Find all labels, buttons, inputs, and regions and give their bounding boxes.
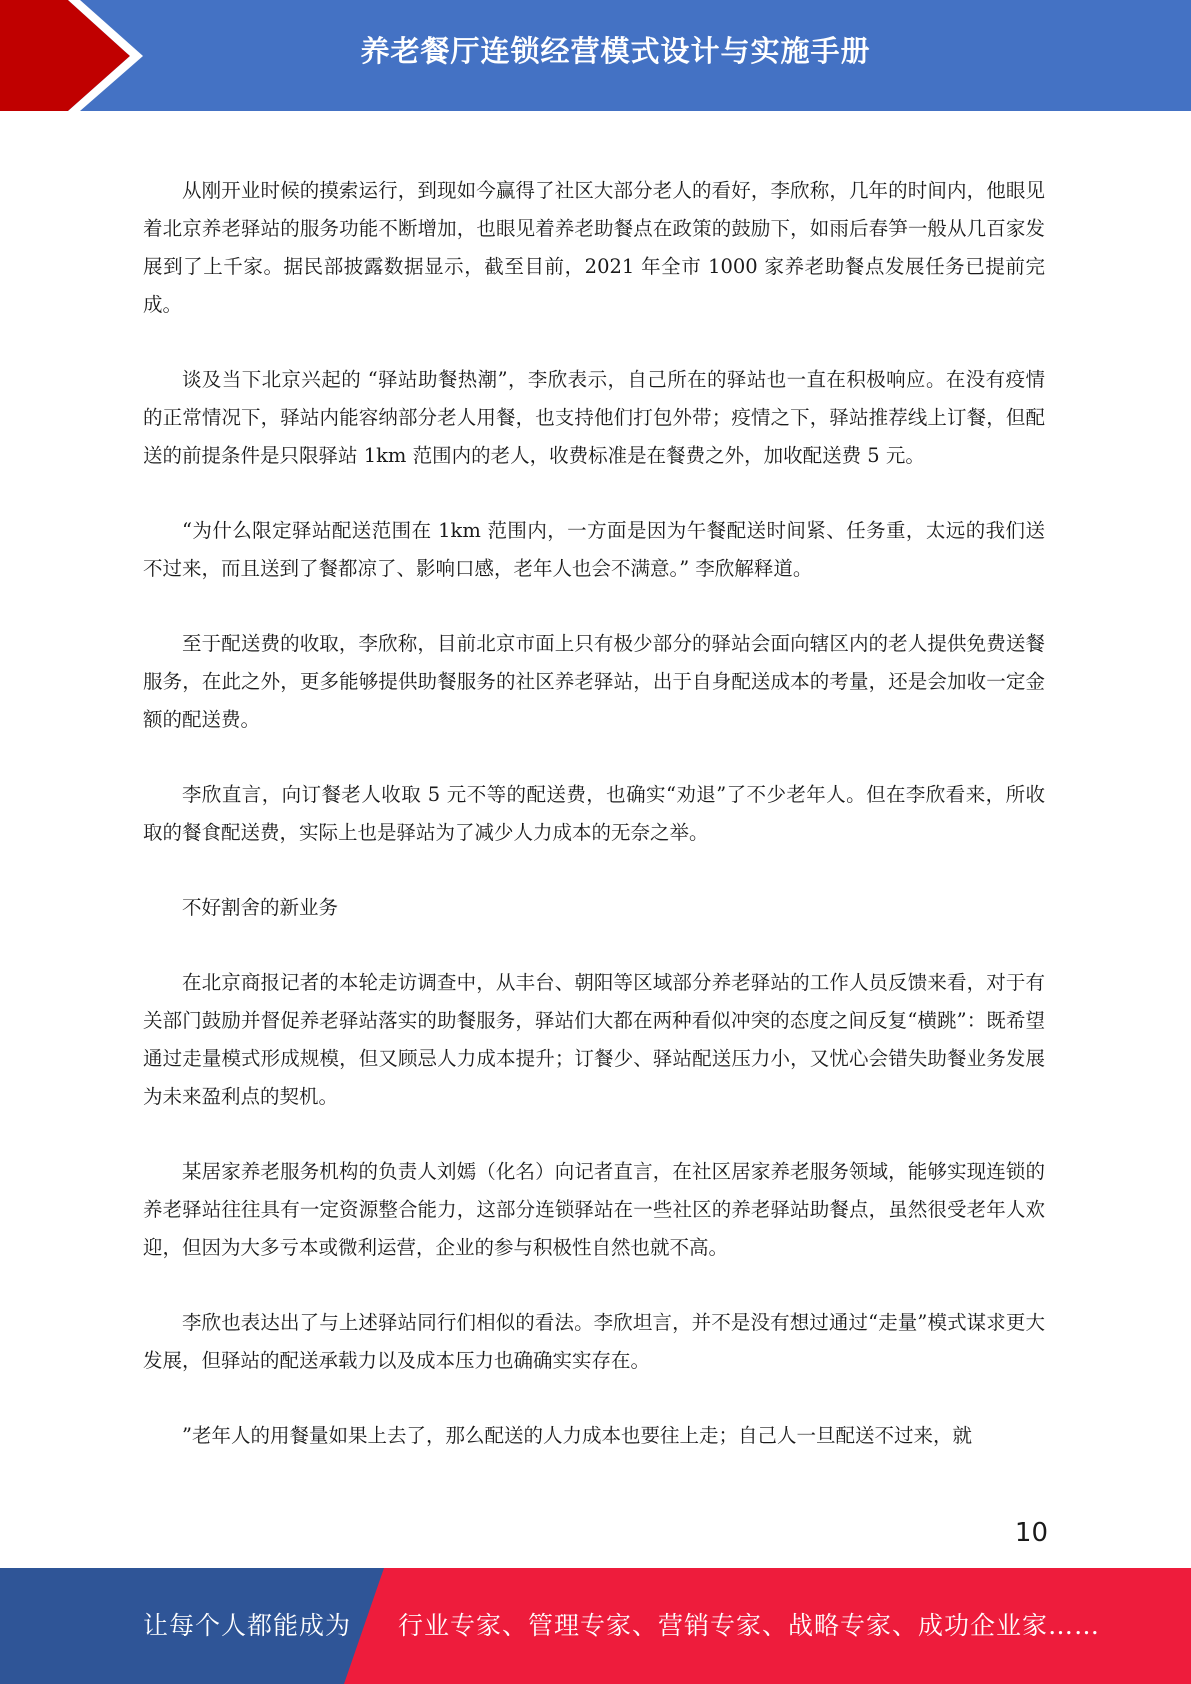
paragraph: 李欣也表达出了与上述驿站同行们相似的看法。李欣坦言，并不是没有想过通过“走量”模式谋求更大发展，但驿站的配送承载力以及成本压力也确确实实存在。	[143, 1311, 1045, 1372]
document-title: 养老餐厅连锁经营模式设计与实施手册	[360, 34, 871, 68]
paragraph: 某居家养老服务机构的负责人刘嫣（化名）向记者直言，在社区居家养老服务领域，能够实现连锁的养老驿站往往具有一定资源整合能力，这部分连锁驿站在一些社区的养老驿站助餐点，虽然很受老年人欢迎，但因为大多亏本或微利运营，企业的参与积极性自然也就不高。	[143, 1160, 1045, 1259]
document-body	[143, 172, 1045, 1455]
paragraph: 在北京商报记者的本轮走访调查中，从丰台、朝阳等区域部分养老驿站的工作人员反馈来看，对于有关部门鼓励并督促养老驿站落实的助餐服务，驿站们大都在两种看似冲突的态度之间反复“横跳”：既希望通过走量模式形成规模，但又顾忌人力成本提升；订餐少、驿站配送压力小，又忧心会错失助餐业务发展为未来盈利点的契机。	[143, 971, 1045, 1108]
header-banner	[0, 0, 1191, 111]
paragraph: 至于配送费的收取，李欣称，目前北京市面上只有极少部分的驿站会面向辖区内的老人提供免费送餐服务，在此之外，更多能够提供助餐服务的社区养老驿站，出于自身配送成本的考量，还是会加收一定金额的配送费。	[143, 632, 1045, 731]
page-number: 10	[1014, 1518, 1048, 1548]
paragraph: 谈及当下北京兴起的 “驿站助餐热潮”，李欣表示，自己所在的驿站也一直在积极响应。在没有疫情的正常情况下，驿站内能容纳部分老人用餐，也支持他们打包外带；疫情之下，驿站推荐线上订餐，但配送的前提条件是只限驿站 1km 范围内的老人，收费标准是在餐费之外，加收配送费 5 元。	[143, 368, 1045, 467]
paragraph: 从刚开业时候的摸索运行，到现如今赢得了社区大部分老人的看好，李欣称，几年的时间内，他眼见着北京养老驿站的服务功能不断增加，也眼见着养老助餐点在政策的鼓励下，如雨后春笋一般从几百家发展到了上千家。据民部披露数据显示，截至目前，2021 年全市 1000 家养老助餐点发展任务已提前完成。	[143, 179, 1045, 316]
footer-slogan-left: 让每个人都能成为	[143, 1611, 352, 1640]
paragraph: ”老年人的用餐量如果上去了，那么配送的人力成本也要往上走；自己人一旦配送不过来，就	[182, 1424, 972, 1447]
footer-banner	[0, 1568, 1191, 1684]
footer-slogan-right: 行业专家、管理专家、营销专家、战略专家、成功企业家……	[398, 1611, 1101, 1640]
paragraph: “为什么限定驿站配送范围在 1km 范围内，一方面是因为午餐配送时间紧、任务重，太远的我们送不过来，而且送到了餐都凉了、影响口感，老年人也会不满意。” 李欣解释道。	[143, 519, 1045, 580]
paragraph: 李欣直言，向订餐老人收取 5 元不等的配送费，也确实“劝退”了不少老年人。但在李欣看来，所收取的餐食配送费，实际上也是驿站为了减少人力成本的无奈之举。	[143, 783, 1045, 844]
section-heading: 不好割舍的新业务	[182, 896, 339, 919]
